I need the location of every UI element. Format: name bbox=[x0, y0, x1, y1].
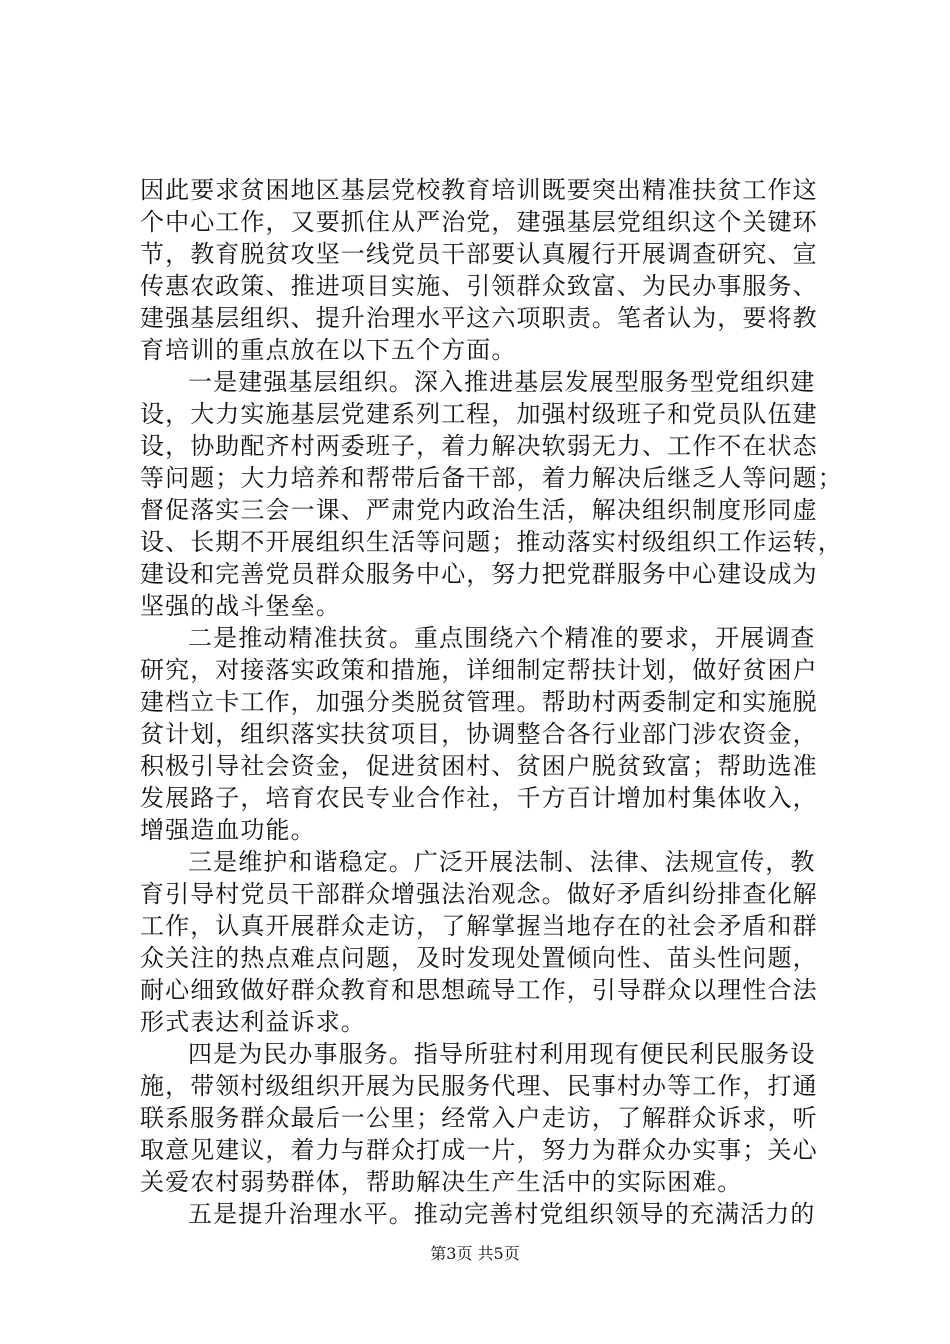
text-line: 坚强的战斗堡垒。 bbox=[140, 592, 341, 620]
text-line: 工作，认真开展群众走访，了解掌握当地存在的社会矛盾和群 bbox=[140, 912, 818, 940]
text-line: 设，大力实施基层党建系列工程，加强村级班子和党员队伍建 bbox=[140, 400, 818, 428]
text-line: 联系服务群众最后一公里；经常入户走访，了解群众诉求，听 bbox=[140, 1104, 818, 1132]
paragraph-first-line: 三是维护和谐稳定。广泛开展法制、法律、法规宣传，教 bbox=[188, 848, 816, 876]
text-line: 取意见建议，着力与群众打成一片，努力为群众办实事；关心 bbox=[140, 1136, 818, 1164]
text-line: 积极引导社会资金，促进贫困村、贫困户脱贫致富；帮助选准 bbox=[140, 752, 818, 780]
text-line: 发展路子，培育农民专业合作社，千方百计增加村集体收入， bbox=[140, 784, 818, 812]
text-line: 众关注的热点难点问题，及时发现处置倾向性、苗头性问题， bbox=[140, 944, 818, 972]
text-line: 等问题；大力培养和帮带后备干部，着力解决后继乏人等问题； bbox=[140, 464, 843, 492]
text-line: 设，协助配齐村两委班子，着力解决软弱无力、工作不在状态 bbox=[140, 432, 818, 460]
text-line: 设、长期不开展组织生活等问题；推动落实村级组织工作运转， bbox=[140, 528, 843, 556]
text-line: 个中心工作，又要抓住从严治党，建强基层党组织这个关键环 bbox=[140, 208, 818, 236]
paragraph-first-line: 四是为民办事服务。指导所驻村利用现有便民利民服务设 bbox=[188, 1040, 816, 1068]
text-line: 建设和完善党员群众服务中心，努力把党群服务中心建设成为 bbox=[140, 560, 818, 588]
text-line: 形式表达利益诉求。 bbox=[140, 1008, 366, 1036]
text-line: 因此要求贫困地区基层党校教育培训既要突出精准扶贫工作这 bbox=[140, 176, 818, 204]
text-line: 建档立卡工作，加强分类脱贫管理。帮助村两委制定和实施脱 bbox=[140, 688, 818, 716]
text-line: 增强造血功能。 bbox=[140, 816, 316, 844]
text-line: 研究，对接落实政策和措施，详细制定帮扶计划，做好贫困户 bbox=[140, 656, 818, 684]
paragraph-first-line: 二是推动精准扶贫。重点围绕六个精准的要求，开展调查 bbox=[188, 624, 816, 652]
text-line: 传惠农政策、推进项目实施、引领群众致富、为民办事服务、 bbox=[140, 272, 818, 300]
text-line: 节，教育脱贫攻坚一线党员干部要认真履行开展调查研究、宣 bbox=[140, 240, 818, 268]
page-number-footer: 第3页 共5页 bbox=[430, 1244, 520, 1263]
text-line: 督促落实三会一课、严肃党内政治生活，解决组织制度形同虚 bbox=[140, 496, 818, 524]
paragraph-first-line: 一是建强基层组织。深入推进基层发展型服务型党组织建 bbox=[188, 368, 816, 396]
text-line: 育引导村党员干部群众增强法治观念。做好矛盾纠纷排查化解 bbox=[140, 880, 818, 908]
text-line: 耐心细致做好群众教育和思想疏导工作，引导群众以理性合法 bbox=[140, 976, 818, 1004]
paragraph-first-line: 五是提升治理水平。推动完善村党组织领导的充满活力的 bbox=[188, 1200, 816, 1228]
text-line: 关爱农村弱势群体，帮助解决生产生活中的实际困难。 bbox=[140, 1168, 743, 1196]
text-line: 育培训的重点放在以下五个方面。 bbox=[140, 336, 517, 364]
text-line: 贫计划，组织落实扶贫项目，协调整合各行业部门涉农资金， bbox=[140, 720, 818, 748]
text-line: 建强基层组织、提升治理水平这六项职责。笔者认为，要将教 bbox=[140, 304, 818, 332]
text-line: 施，带领村级组织开展为民服务代理、民事村办等工作，打通 bbox=[140, 1072, 818, 1100]
